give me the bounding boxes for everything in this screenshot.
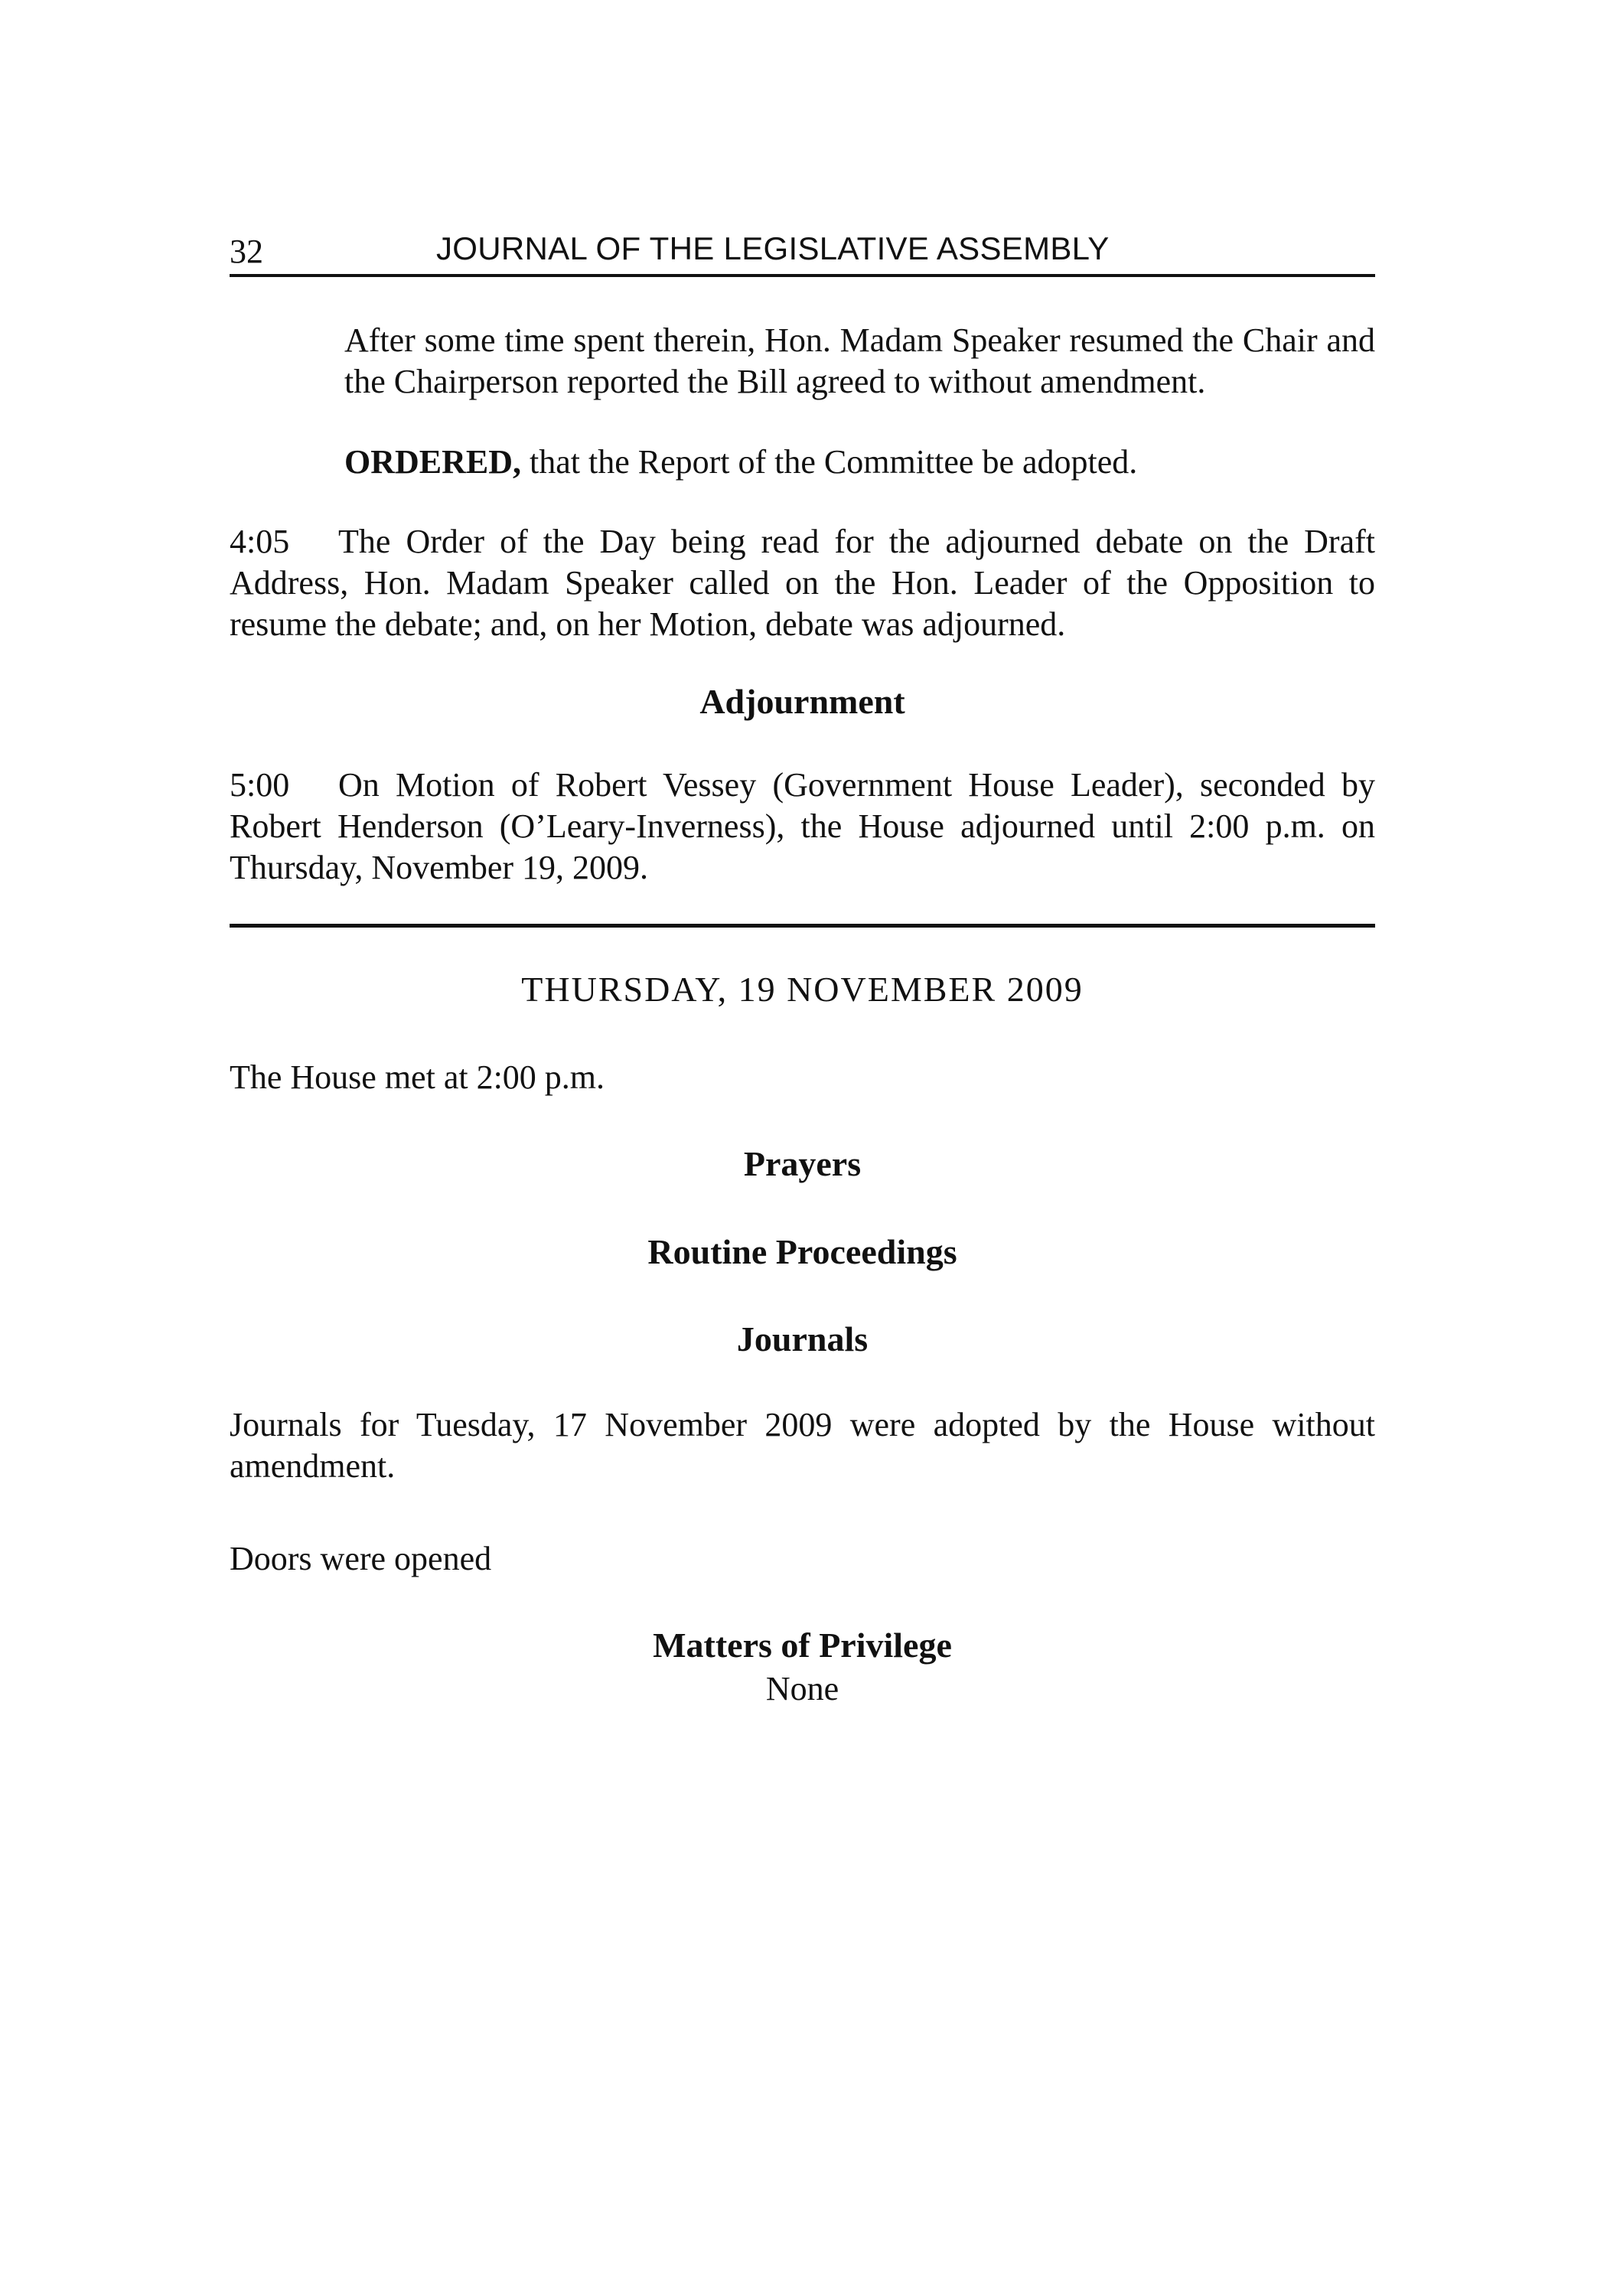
debate-time: 4:05 — [230, 523, 290, 560]
page-number: 32 — [230, 233, 263, 270]
adjournment-heading: Adjournment — [699, 682, 905, 721]
debate-paragraph — [230, 521, 1375, 645]
adjournment-time: 5:00 — [230, 766, 290, 804]
running-title: JOURNAL OF THE LEGISLATIVE ASSEMBLY — [436, 230, 1110, 266]
committee-report-paragraph: After some time spent therein, Hon. Madam Speaker resumed the Chair and the Chairperson reported the Bill agreed to without amendment. — [344, 321, 1375, 400]
privilege-none-text: None — [765, 1670, 839, 1707]
prayers-heading: Prayers — [743, 1144, 862, 1183]
adjournment-text: On Motion of Robert Vessey (Government House Leader), seconded by Robert Henderson (O’Leary-Inverness), the House adjourned until 2:00 p.m. on Thursday, November 19, 2009. — [230, 766, 1375, 886]
journals-heading: Journals — [736, 1319, 869, 1358]
debate-text: The Order of the Day being read for the adjourned debate on the Draft Address, Hon. Madam Speaker called on the Hon. Leader of the Opposition to resume the debate; and, on her Motion, debate was adjourned. — [230, 523, 1375, 643]
ordered-text: that the Report of the Committee be adopted. — [521, 443, 1138, 481]
journals-paragraph: Journals for Tuesday, 17 November 2009 were adopted by the House without amendment. — [230, 1406, 1375, 1485]
ordered-label: ORDERED, — [344, 443, 522, 481]
matters-of-privilege-heading: Matters of Privilege — [653, 1626, 952, 1665]
routine-proceedings-heading: Routine Proceedings — [647, 1232, 957, 1271]
adjournment-paragraph — [230, 765, 1375, 889]
section-divider — [230, 924, 1375, 928]
sitting-date-heading: THURSDAY, 19 NOVEMBER 2009 — [521, 970, 1084, 1009]
house-met-paragraph: The House met at 2:00 p.m. — [230, 1058, 605, 1096]
page-header — [230, 230, 1375, 277]
ordered-paragraph — [344, 442, 1375, 483]
doors-paragraph: Doors were opened — [230, 1540, 492, 1577]
